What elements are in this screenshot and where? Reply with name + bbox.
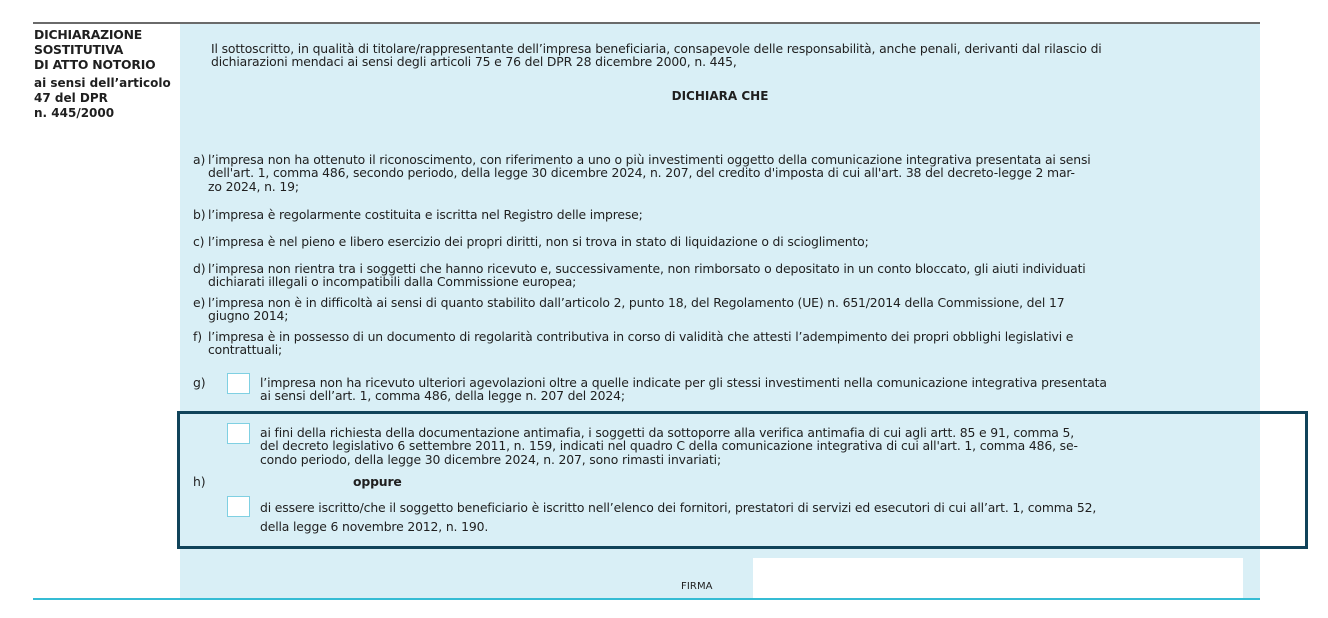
section-title-line: DI ATTO NOTORIO bbox=[34, 57, 156, 72]
item-label: g) bbox=[193, 375, 206, 390]
bottom-divider bbox=[33, 598, 1260, 600]
item-label: h) bbox=[193, 474, 206, 489]
item-label: b) bbox=[193, 207, 206, 222]
item-line: dell'art. 1, comma 486, secondo periodo, della legge 30 dicembre 2024, n. 207, del credito d'imposta di cui all'art. 38 del decreto-legge 2 mar- bbox=[208, 165, 1075, 181]
item-h-option-1-checkbox[interactable] bbox=[227, 423, 250, 444]
item-line: l’impresa non è in difficoltà ai sensi di quanto stabilito dall’articolo 2, punto 18, del Regolamento (UE) n. 651/2014 della Commissione, del 17 bbox=[208, 295, 1065, 310]
item-line: l’impresa è in possesso di un documento di regolarità contributiva in corso di validità che attesti l’adempimento dei propri obblighi legislativi e bbox=[208, 329, 1074, 344]
intro-line: Il sottoscritto, in qualità di titolare/rappresentante dell’impresa beneficiaria, consapevole delle responsabilità, anche penali, derivanti dal rilascio di bbox=[211, 41, 1102, 56]
item-line: ai sensi dell’art. 1, comma 486, della legge n. 207 del 2024; bbox=[260, 388, 625, 404]
item-line: del decreto legislativo 6 settembre 2011, n. 159, indicati nel quadro C della comunicazione integrativa di cui all'art. 1, comma 486, se- bbox=[260, 438, 1078, 454]
intro-line: dichiarazioni mendaci ai sensi degli articoli 75 e 76 del DPR 28 dicembre 2000, n. 445, bbox=[211, 54, 737, 70]
item-h-separator: oppure bbox=[353, 474, 402, 489]
item-label: a) bbox=[193, 152, 206, 167]
item-text bbox=[208, 262, 1086, 289]
section-subtitle-line: n. 445/2000 bbox=[34, 106, 115, 120]
item-line: ai fini della richiesta della documentazione antimafia, i soggetti da sottoporre alla verifica antimafia di cui agli artt. 85 e 91, comma 5, bbox=[260, 425, 1075, 440]
section-subtitle-line: 47 del DPR bbox=[34, 91, 108, 105]
item-text bbox=[208, 153, 1091, 193]
item-text bbox=[208, 235, 869, 248]
item-line: l’impresa non rientra tra i soggetti che hanno ricevuto e, successivamente, non rimborsato o depositato in un conto bloccato, gli aiuti individuati bbox=[208, 261, 1086, 276]
item-line: l’impresa non ha ricevuto ulteriori agevolazioni oltre a quelle indicate per gli stessi investimenti nella comunicazione integrativa presentata bbox=[260, 375, 1107, 390]
section-title-line: SOSTITUTIVA bbox=[34, 42, 124, 57]
item-label: e) bbox=[193, 295, 206, 310]
section-sidebar bbox=[34, 27, 180, 121]
item-text bbox=[260, 426, 1078, 466]
item-line: giugno 2014; bbox=[208, 308, 289, 324]
item-line: l’impresa è nel pieno e libero esercizio dei propri diritti, non si trova in stato di liquidazione o di scioglimento; bbox=[208, 234, 869, 249]
section-subtitle-line: ai sensi dell’articolo bbox=[34, 76, 171, 90]
intro-paragraph bbox=[211, 42, 1102, 69]
item-h-option-2-checkbox[interactable] bbox=[227, 496, 250, 517]
item-label: c) bbox=[193, 234, 205, 249]
item-line: contrattuali; bbox=[208, 342, 283, 358]
item-text bbox=[260, 498, 1096, 536]
item-text bbox=[208, 330, 1073, 357]
item-text bbox=[260, 376, 1107, 403]
item-g-checkbox[interactable] bbox=[227, 373, 250, 394]
item-line: della legge 6 novembre 2012, n. 190. bbox=[260, 519, 489, 534]
signature-label: FIRMA bbox=[681, 581, 713, 592]
item-line: di essere iscritto/che il soggetto beneficiario è iscritto nell’elenco dei fornitori, prestatori di servizi ed esecutori di cui all’art. 1, comma 52, bbox=[260, 500, 1097, 515]
item-line: l’impresa non ha ottenuto il riconoscimento, con riferimento a uno o più investimenti oggetto della comunicazione integrativa presentata ai sensi bbox=[208, 152, 1091, 167]
section-subtitle bbox=[34, 76, 180, 121]
item-label: f) bbox=[193, 329, 202, 344]
section-title-line: DICHIARAZIONE bbox=[34, 27, 143, 42]
item-label: d) bbox=[193, 261, 206, 276]
section-title bbox=[34, 27, 180, 72]
item-line: condo periodo, della legge 30 dicembre 2024, n. 207, sono rimasti invariati; bbox=[260, 451, 721, 467]
item-text bbox=[208, 296, 1064, 323]
item-line: l’impresa è regolarmente costituita e iscritta nel Registro delle imprese; bbox=[208, 207, 643, 222]
item-line: dichiarati illegali o incompatibili dalla Commissione europea; bbox=[208, 274, 577, 290]
heading-wrapper bbox=[180, 89, 1260, 109]
item-text bbox=[208, 208, 643, 221]
item-line: zo 2024, n. 19; bbox=[208, 178, 299, 194]
signature-field[interactable] bbox=[753, 558, 1243, 598]
declaration-heading: DICHIARA CHE bbox=[671, 89, 769, 103]
